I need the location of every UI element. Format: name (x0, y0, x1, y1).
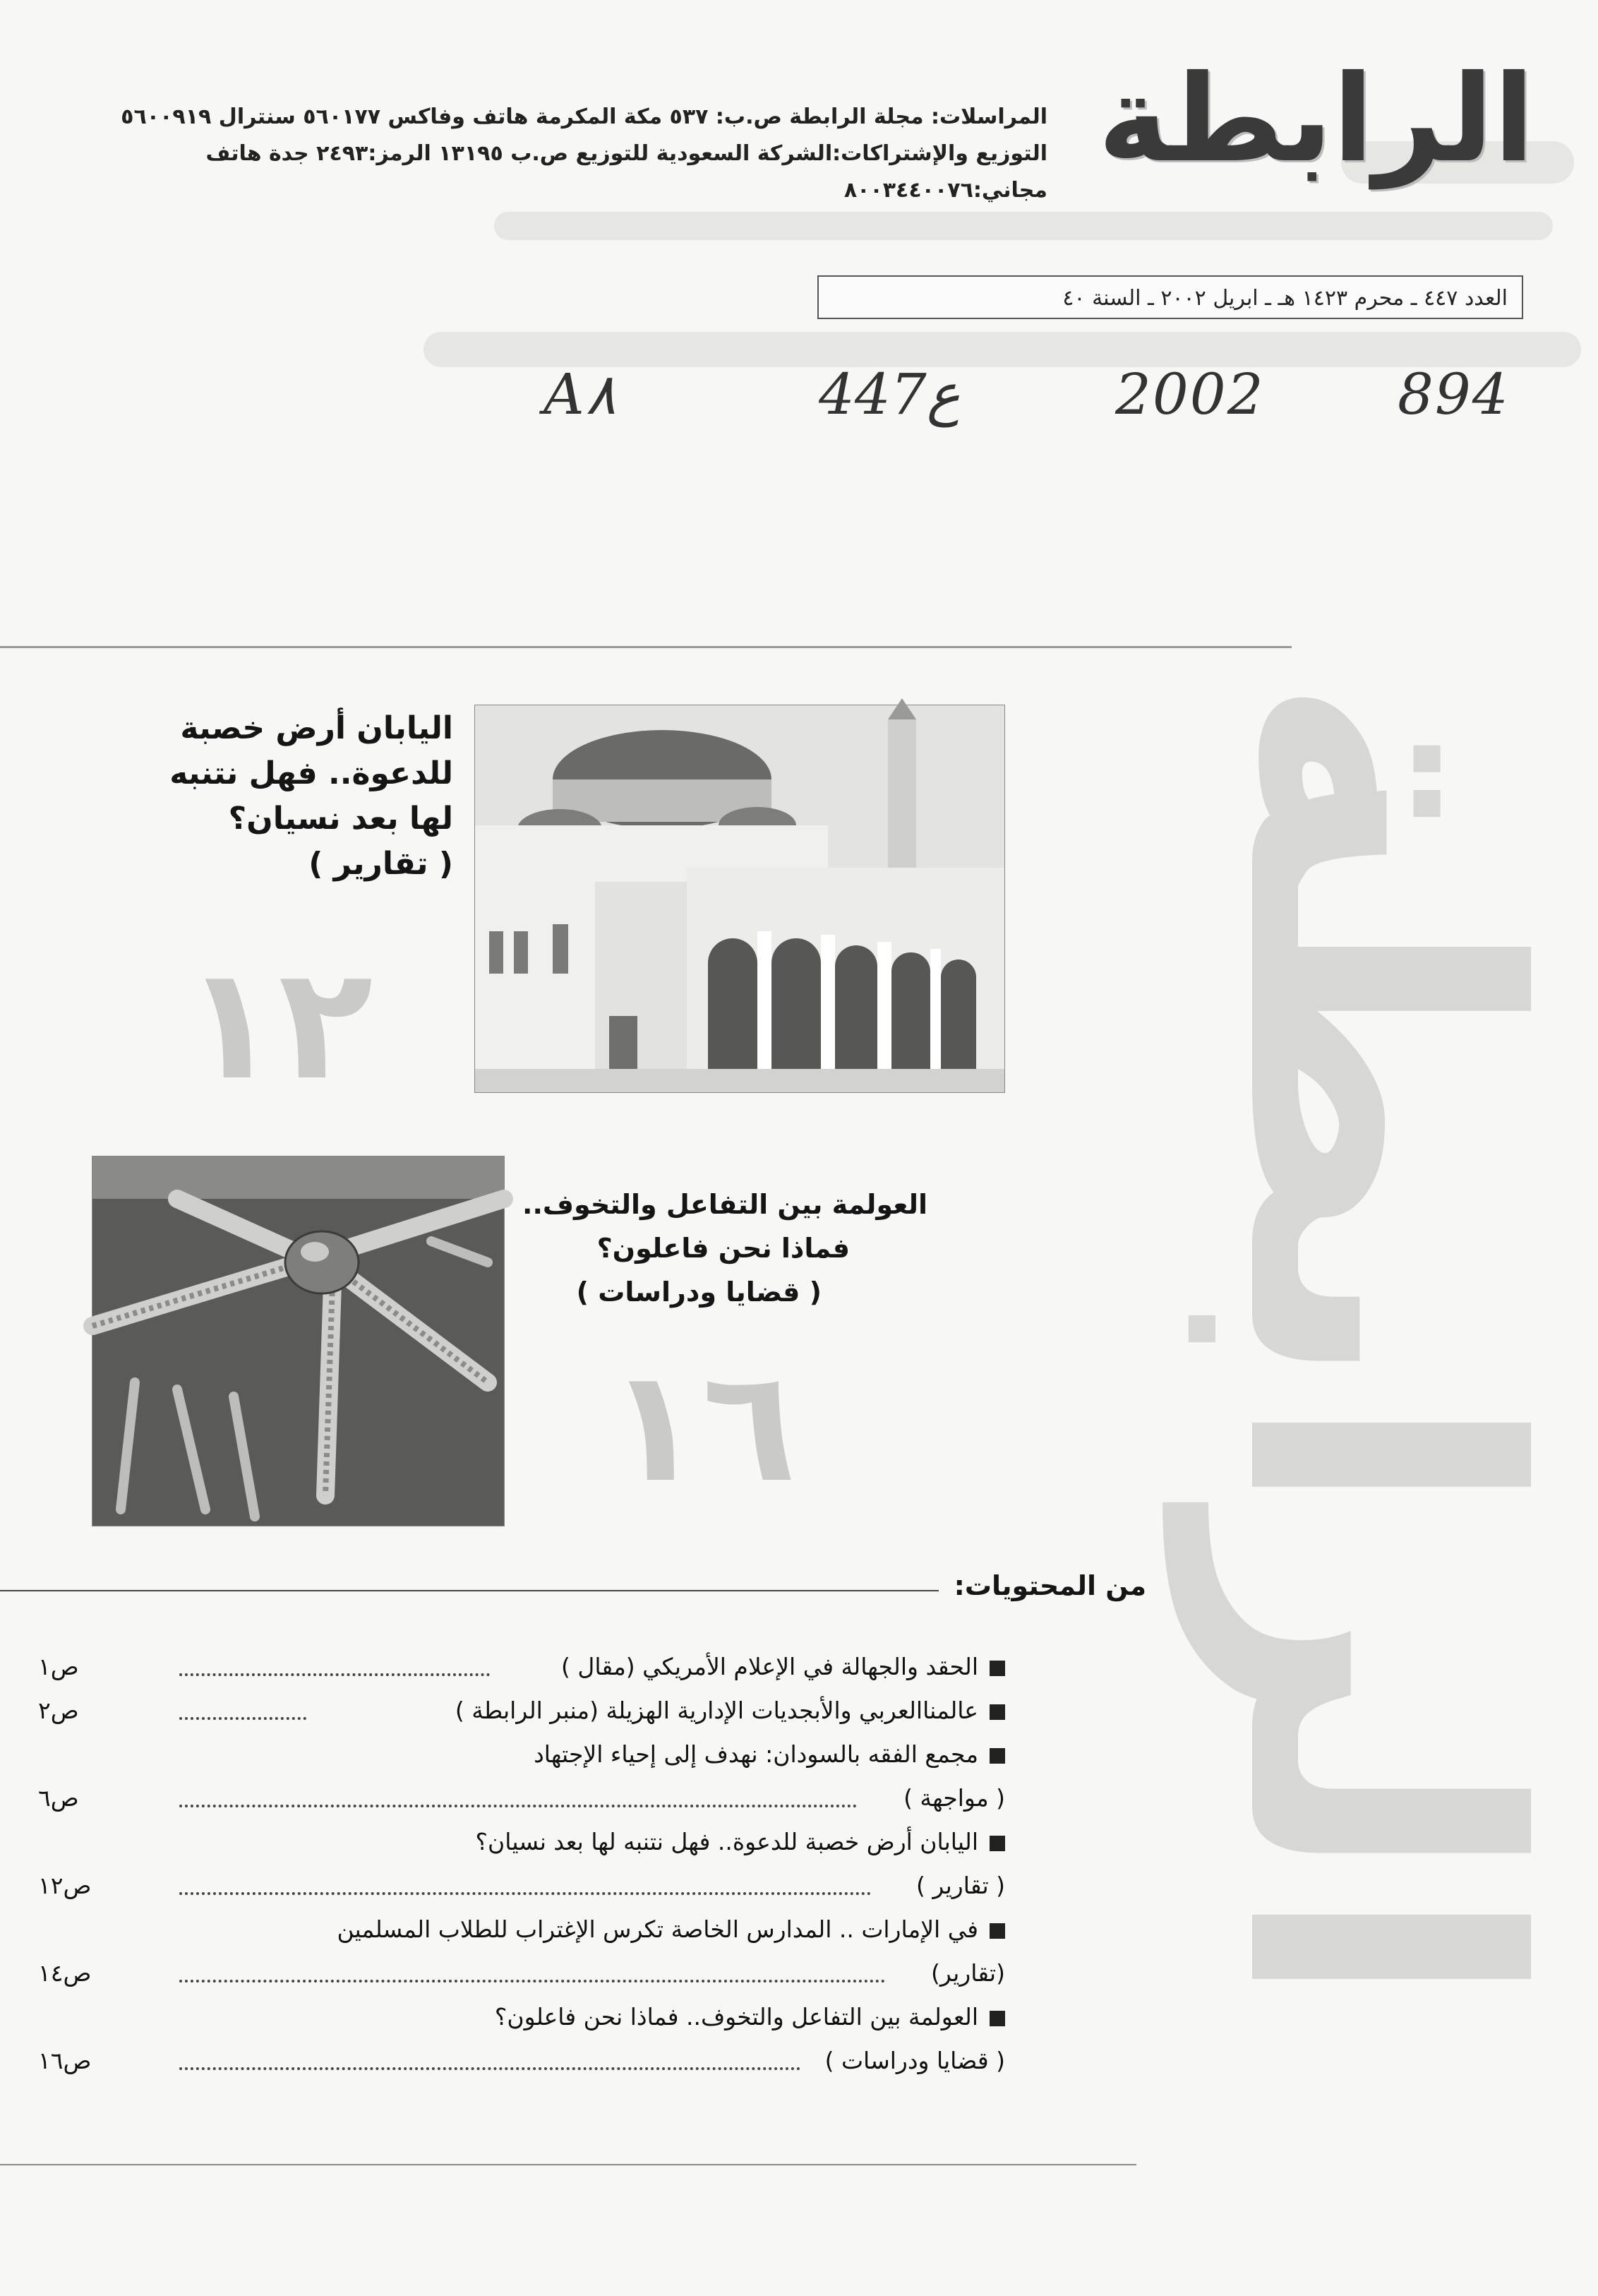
toc-entry[interactable] (38, 1645, 1005, 1689)
bullet-icon (990, 1748, 1005, 1764)
toc-entry-continuation[interactable] (38, 1776, 1005, 1820)
header-contact-block (121, 99, 1047, 209)
feature-headline-globalization (433, 1183, 927, 1314)
toc-category: (تقارير) (930, 1959, 1005, 1987)
bullet-icon (990, 2011, 1005, 2026)
bullet-icon (990, 1836, 1005, 1851)
dot-leader (179, 1717, 306, 1720)
mosque-photo (474, 705, 1005, 1093)
magazine-logo: الرابطة (1098, 49, 1534, 189)
toc-category: ( تقارير ) (916, 1872, 1005, 1899)
dot-leader (179, 1892, 871, 1895)
contents-title: من المحتويات: (954, 1570, 1146, 1601)
free-number-line: مجاني:٨٠٠٣٤٤٠٠٧٦ (843, 178, 1047, 203)
toc-title: العولمة بين التفاعل والتخوف.. فماذا نحن فاعلون؟ (494, 2003, 978, 2031)
bottom-rule (0, 2164, 1136, 2165)
toc-entry[interactable] (38, 1689, 1005, 1733)
toc-page-number: ص١٤ (38, 1959, 92, 1987)
background-streak (494, 212, 1553, 240)
watermark-title: الرابطة (1165, 673, 1593, 2010)
toc-page-number: ص٦ (38, 1784, 79, 1812)
headline-line: ( قضايا ودراسات ) (576, 1276, 822, 1308)
headline-line: ( تقارير ) (308, 846, 453, 882)
feature-page-number: ١٦ (607, 1336, 797, 1517)
dot-leader (179, 2067, 800, 2070)
contents-title-rule (0, 1590, 939, 1591)
handwritten-note-d: 894 (1398, 361, 1510, 427)
toc-title: اليابان أرض خصبة للدعوة.. فهل نتنبه لها بعد نسيان؟ (475, 1828, 978, 1855)
bullet-icon (990, 1704, 1005, 1720)
toc-title: عالمناالعربي والأبجديات الإدارية الهزيلة (منبر الرابطة ) (455, 1697, 978, 1724)
dot-leader (179, 1805, 857, 1807)
handwritten-note-b: 447ع (819, 361, 961, 427)
issue-info-box: العدد ٤٤٧ ـ محرم ١٤٢٣ هـ ـ ابريل ٢٠٠٢ ـ السنة ٤٠ (817, 275, 1523, 319)
toc-entry-continuation[interactable] (38, 1864, 1005, 1908)
handwritten-note-a: A٨ (543, 361, 616, 427)
headline-line: لها بعد نسيان؟ (228, 801, 453, 837)
toc-title: مجمع الفقه بالسودان: نهدف إلى إحياء الإجتهاد (534, 1740, 978, 1768)
toc-entry[interactable] (38, 1733, 1005, 1776)
toc-page-number: ص١٢ (38, 1872, 92, 1899)
mosque-illustration (475, 705, 1004, 1092)
feature-headline-japan (58, 706, 453, 887)
toc-entry-continuation[interactable] (38, 1951, 1005, 1995)
toc-category: ( مواجهة ) (903, 1784, 1005, 1812)
toc-entry-continuation[interactable] (38, 2039, 1005, 2083)
dot-leader (179, 1980, 885, 1983)
section-divider (0, 646, 1292, 648)
toc-entry[interactable] (38, 1820, 1005, 1864)
feature-page-number: ١٢ (184, 933, 373, 1114)
toc-category: ( قضايا ودراسات ) (824, 2047, 1005, 2074)
handwritten-note-c: 2002 (1115, 361, 1265, 427)
headline-line: للدعوة.. فهل نتنبه (169, 755, 453, 791)
bullet-icon (990, 1923, 1005, 1939)
toc-page-number: ص١٦ (38, 2047, 92, 2074)
toc-page-number: ص٢ (38, 1697, 79, 1724)
headline-line: العولمة بين التفاعل والتخوف.. (522, 1189, 927, 1220)
bullet-icon (990, 1661, 1005, 1676)
correspondence-line: المراسلات: مجلة الرابطة ص.ب: ٥٣٧ مكة المكرمة هاتف وفاكس ٥٦٠١٧٧ سنترال ٥٦٠٠٩١٩ (121, 104, 1047, 129)
toc-title: الحقد والجهالة في الإعلام الأمريكي (مقال ) (561, 1653, 978, 1680)
toc-title: في الإمارات .. المدارس الخاصة تكرس الإغتراب للطلاب المسلمين (337, 1915, 978, 1943)
toc-entry[interactable] (38, 1908, 1005, 1951)
distribution-line: التوزيع والإشتراكات:الشركة السعودية للتوزيع ص.ب ١٣١٩٥ الرمز:٢٤٩٣ جدة هاتف (205, 141, 1047, 166)
dot-leader (179, 1673, 490, 1676)
headline-line: فماذا نحن فاعلون؟ (596, 1233, 850, 1264)
toc-entry[interactable] (38, 1995, 1005, 2039)
table-of-contents (38, 1645, 1005, 2083)
headline-line: اليابان أرض خصبة (180, 710, 453, 746)
toc-page-number: ص١ (38, 1653, 79, 1680)
